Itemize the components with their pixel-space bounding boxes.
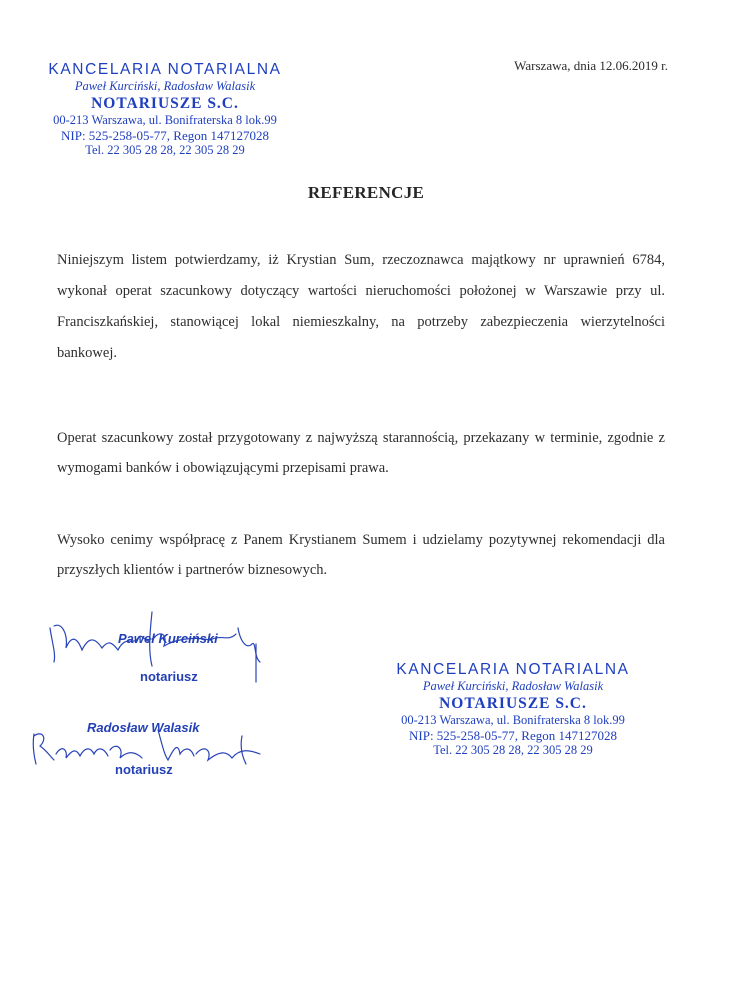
phone-numbers: Tel. 22 305 28 28, 22 305 28 29 xyxy=(433,743,593,757)
partners-names: Paweł Kurciński, Radosław Walasik xyxy=(422,679,604,693)
partners-names: Paweł Kurciński, Radosław Walasik xyxy=(74,79,256,93)
office-address: 00-213 Warszawa, ul. Bonifraterska 8 lok.99 xyxy=(53,113,277,127)
firm-name: NOTARIUSZE S.C. xyxy=(91,95,239,112)
office-stamp xyxy=(378,660,648,758)
body-paragraph: Operat szacunkowy został przygotowany z najwyższą starannością, przekazany w terminie, zgodnie z wymogami banków i obowiązującymi przepisami prawa. xyxy=(57,430,665,476)
document-title: REFERENCJE xyxy=(307,183,425,202)
body-paragraph: Wysoko cenimy współpracę z Panem Krystianem Sumem i udzielamy pozytywnej rekomendacji dla przyszłych klientów i partnerów biznesowych. xyxy=(57,532,665,578)
firm-name: NOTARIUSZE S.C. xyxy=(439,695,587,712)
date-line: Warszawa, dnia 12.06.2019 r. xyxy=(514,58,668,73)
office-name: KANCELARIA NOTARIALNA xyxy=(396,661,630,678)
letterhead-stamp xyxy=(30,60,300,158)
office-name: KANCELARIA NOTARIALNA xyxy=(48,61,282,78)
signature-stamp-name: Radosław Walasik xyxy=(87,720,200,735)
signature-stamp-name: Paweł Kurciński xyxy=(118,631,218,646)
office-address: 00-213 Warszawa, ul. Bonifraterska 8 lok.99 xyxy=(401,713,625,727)
tax-ids: NIP: 525-258-05-77, Regon 147127028 xyxy=(61,128,269,143)
tax-ids: NIP: 525-258-05-77, Regon 147127028 xyxy=(409,728,617,743)
signature-stamp-role: notariusz xyxy=(115,762,173,777)
signature-stamp-role: notariusz xyxy=(140,669,198,684)
phone-numbers: Tel. 22 305 28 28, 22 305 28 29 xyxy=(85,143,245,157)
body-paragraph: Niniejszym listem potwierdzamy, iż Krystian Sum, rzeczoznawca majątkowy nr uprawnień 6784, wykonał operat szacunkowy dotyczący wartości nieruchomości położonej w Warszawie przy ul. Franciszkańskiej, stanowiącej lokal niemieszkalny, na potrzeby zabezpieczenia wierzytelności bankowej. xyxy=(57,252,665,361)
